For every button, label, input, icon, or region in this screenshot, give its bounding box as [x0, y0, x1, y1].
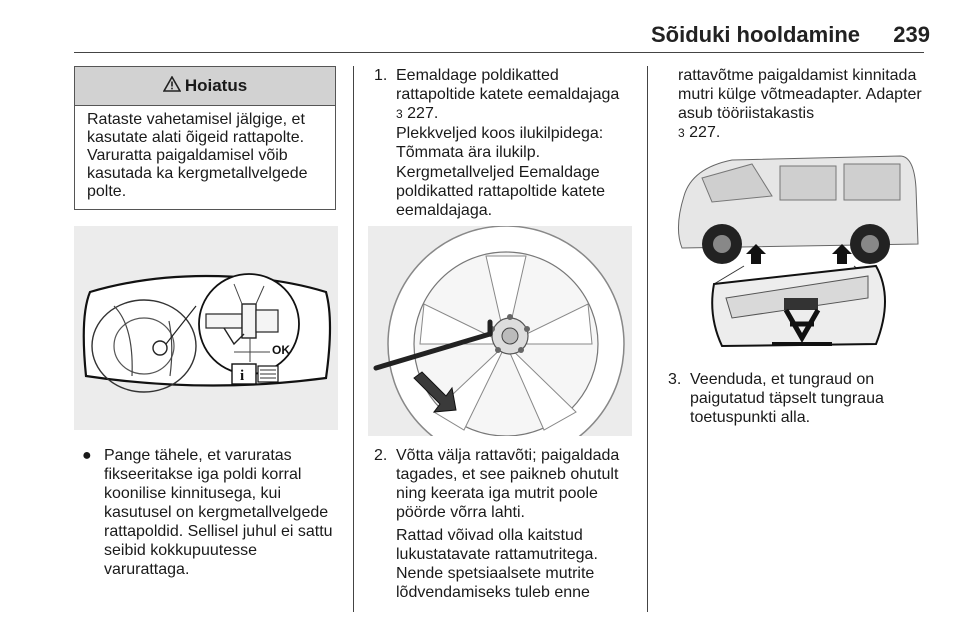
step1-number: 1.: [374, 67, 388, 84]
page-header-title: Sõiduki hooldamine: [650, 22, 860, 47]
warning-header: [75, 67, 335, 106]
wheel-wrench-illustration: [368, 226, 632, 436]
van-jack-illustration: [662, 148, 928, 358]
wheel-bolt-illustration: [74, 226, 338, 430]
step1-ref: 227.: [407, 105, 439, 122]
svg-text:i: i: [240, 368, 245, 384]
col3-ref: 227.: [689, 124, 721, 141]
column-divider-2: [647, 66, 648, 612]
bullet-text: Pange tähele, et varuratas fikseeritakse iga poldi korral koonilise kinnitusega, kui kasutusel on kergmetallvelgede rattapoldid. Sellisel juhul ei sattu seibid kokkupuutesse varurattaga.: [104, 447, 333, 578]
step2-number: 2.: [374, 447, 388, 464]
col3-continuation-text: rattavõtme paigaldamist kinnitada mutri külge võtmeadapter. Adapter asub tööriistakastis: [678, 67, 922, 122]
header-rule: [74, 52, 924, 53]
step1-text: [396, 66, 632, 124]
figure-wheel-wrench: [368, 226, 632, 436]
step3-number: 3.: [668, 371, 682, 388]
warning-text: Rataste vahetamisel jälgige, et kasutate alati õigeid rattapolte. Varuratta paigaldamisel võib kasutada ka kergmetallvelgede polte.: [87, 111, 308, 200]
page-number: 239: [893, 22, 930, 47]
step1-text-main: Eemaldage poldikatted rattapoltide katete eemaldajaga: [396, 67, 620, 103]
step1-note-2: Kergmetallveljed Eemaldage poldikatted rattapoltide katete eemaldajaga.: [396, 164, 606, 219]
figure-wheel-bolt: [74, 226, 338, 430]
warning-box: [74, 66, 336, 210]
figure-van-jack: [662, 148, 928, 358]
step2-note: Rattad võivad olla kaitstud lukustatavate rattamutritega. Nende spetsiaalsete mutrite lõdvendamiseks tuleb enne: [396, 527, 598, 601]
column-divider-1: [353, 66, 354, 612]
warning-triangle-icon: [163, 76, 181, 97]
warning-title: Hoiatus: [184, 76, 248, 95]
step2-text: Võtta välja rattavõti; paigaldada tagades, et see paikneb ohutult ning keerata iga mutrit poole pöörde võrra lahti.: [396, 447, 620, 521]
step3-text: Veenduda, et tungraud on paigutatud täpselt tungraua toetuspunkti alla.: [690, 371, 884, 426]
reference-arrow-icon: 3: [396, 107, 403, 121]
ok-label: OK: [272, 343, 290, 357]
bullet-marker: ●: [82, 447, 92, 464]
step1-note-1: Plekkveljed koos ilukilpidega: Tõmmata ära ilukilp.: [396, 125, 604, 161]
col3-continuation: [678, 66, 930, 143]
reference-arrow-icon-2: 3: [678, 126, 685, 140]
